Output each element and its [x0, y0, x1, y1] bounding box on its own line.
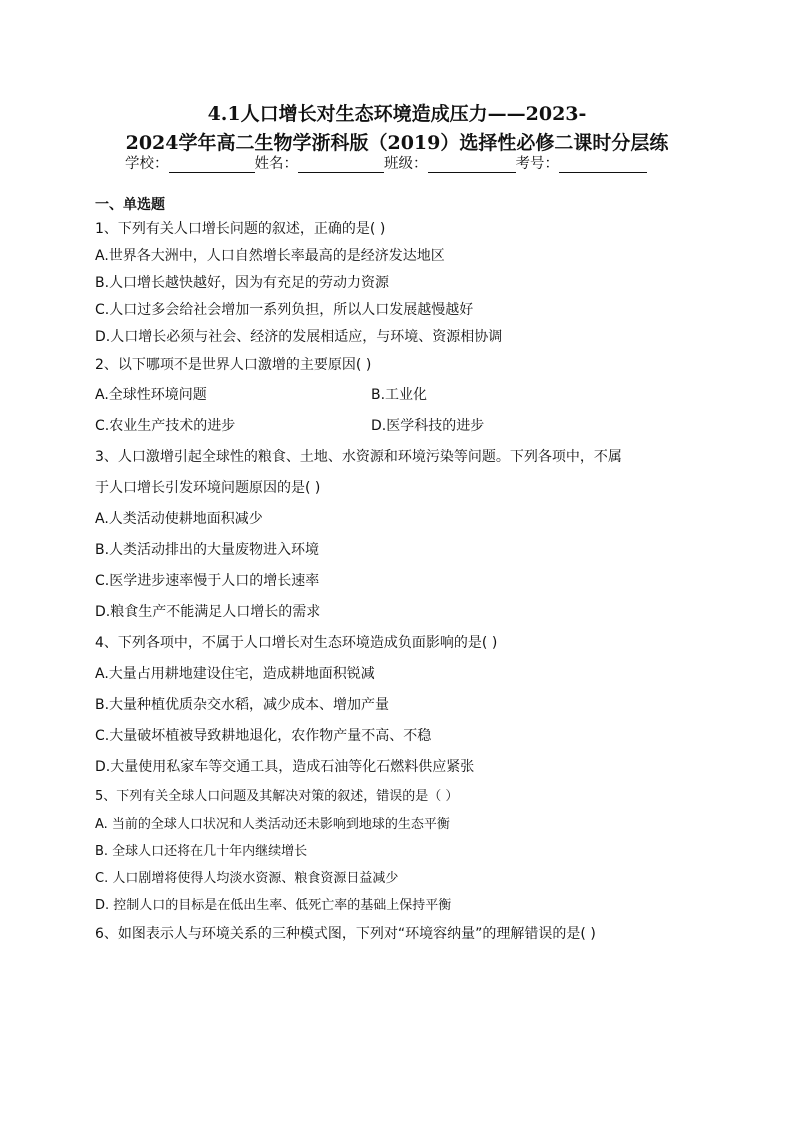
option-a: A.世界各大洲中，人口自然增长率最高的是经济发达地区	[95, 248, 445, 264]
question-4	[95, 628, 705, 783]
question-5	[95, 783, 705, 919]
option-b: B.人口增长越快越好，因为有充足的劳动力资源	[95, 275, 390, 291]
student-info-line	[125, 152, 647, 173]
number-label: 考号：	[515, 156, 559, 172]
option-c: C. 人口剧增将使得人均淡水资源、粮食资源日益减少	[95, 871, 399, 886]
option-c: C.农业生产技术的进步	[95, 418, 236, 434]
option-b: B.人类活动排出的大量废物进入环境	[95, 542, 320, 558]
option-d: D.大量使用私家车等交通工具，造成石油等化石燃料供应紧张	[95, 759, 475, 775]
question-2	[95, 351, 705, 442]
class-label: 班级：	[384, 156, 428, 172]
option-c: C.医学进步速率慢于人口的增长速率	[95, 573, 320, 589]
option-d: D.粮食生产不能满足人口增长的需求	[95, 604, 321, 620]
option-c: C.人口过多会给社会增加一系列负担，所以人口发展越慢越好	[95, 302, 474, 318]
question-stem-line-2: 于人口增长引发环境问题原因的是( )	[95, 480, 321, 496]
question-stem: 2、以下哪项不是世界人口激增的主要原因( )	[95, 357, 372, 373]
question-1	[95, 216, 705, 351]
document-title	[0, 100, 794, 158]
question-stem: 5、下列有关全球人口问题及其解决对策的叙述，错误的是（ ）	[95, 789, 459, 804]
option-b: B. 全球人口还将在几十年内继续增长	[95, 844, 308, 859]
question-stem: 4、下列各项中，不属于人口增长对生态环境造成负面影响的是( )	[95, 635, 498, 651]
name-label: 姓名：	[254, 156, 298, 172]
question-stem-line-1: 3、人口激增引起全球性的粮食、土地、水资源和环境污染等问题。下列各项中，不属	[95, 449, 622, 465]
title-line-2: 2024学年高二生物学浙科版（2019）选择性必修二课时分层练	[125, 132, 669, 154]
option-d: D.医学科技的进步	[371, 418, 485, 434]
question-stem: 6、如图表示人与环境关系的三种模式图，下列对“环境容纳量”的理解错误的是( )	[95, 926, 596, 942]
option-a: A.人类活动使耕地面积减少	[95, 511, 263, 527]
school-blank[interactable]	[169, 156, 255, 173]
school-label: 学校：	[125, 156, 169, 172]
class-blank[interactable]	[428, 156, 516, 173]
option-c: C.大量破坏植被导致耕地退化，农作物产量不高、不稳	[95, 728, 432, 744]
option-row	[95, 411, 705, 442]
number-blank[interactable]	[559, 156, 647, 173]
title-line-1: 4.1人口增长对生态环境造成压力——2023-	[207, 103, 587, 125]
question-3	[95, 442, 705, 628]
section-heading: 一、单选题	[95, 197, 165, 213]
question-stem: 1、下列有关人口增长问题的叙述，正确的是( )	[95, 221, 386, 237]
option-a: A.大量占用耕地建设住宅，造成耕地面积锐减	[95, 666, 375, 682]
option-d: D. 控制人口的目标是在低出生率、低死亡率的基础上保持平衡	[95, 898, 452, 913]
question-6	[95, 919, 705, 949]
option-d: D.人口增长必须与社会、经济的发展相适应，与环境、资源相协调	[95, 329, 503, 345]
question-section	[95, 196, 705, 949]
option-a: A. 当前的全球人口状况和人类活动还未影响到地球的生态平衡	[95, 817, 450, 832]
option-a: A.全球性环境问题	[95, 387, 207, 403]
option-b: B.工业化	[371, 387, 428, 403]
name-blank[interactable]	[298, 156, 384, 173]
option-row	[95, 380, 705, 411]
option-b: B.大量种植优质杂交水稻，减少成本、增加产量	[95, 697, 390, 713]
